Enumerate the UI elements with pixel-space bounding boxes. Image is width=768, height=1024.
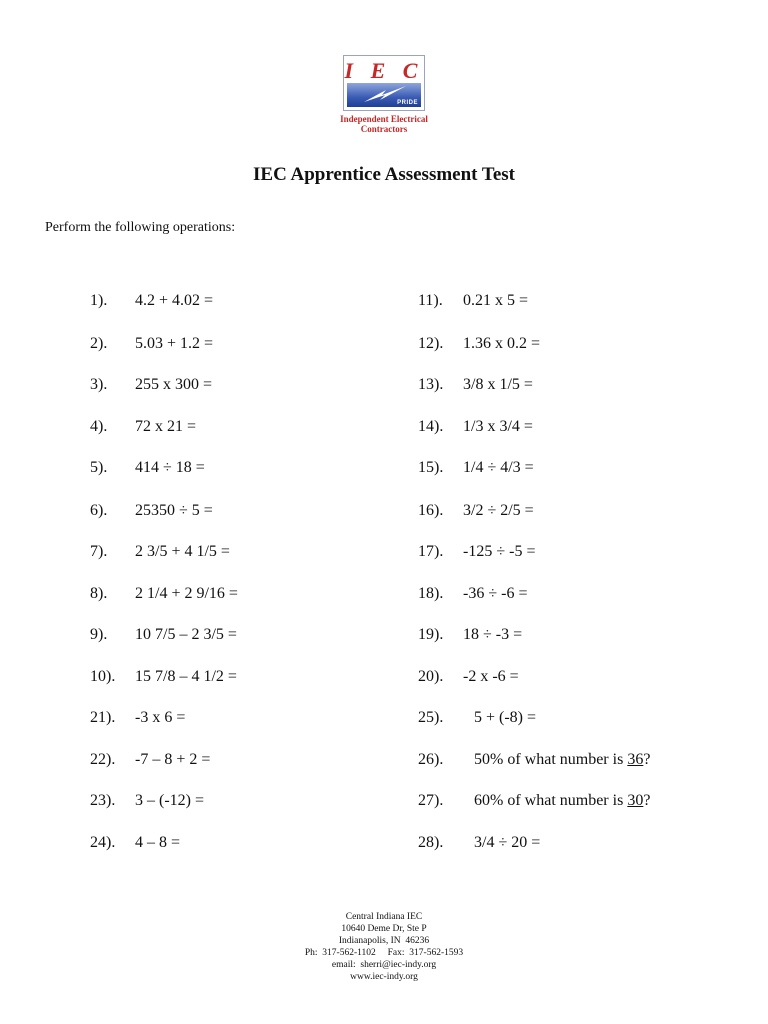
question-text: 5 + (-8) =: [474, 709, 537, 726]
question-text: 10 7/5 – 2 3/5 =: [135, 626, 237, 643]
question-text: 3 – (-12) =: [135, 792, 205, 809]
question-text: 3/2 ÷ 2/5 =: [463, 502, 534, 519]
question-text: -125 ÷ -5 =: [463, 543, 536, 560]
question-text: 255 x 300 =: [135, 376, 213, 393]
page-title: IEC Apprentice Assessment Test: [253, 164, 515, 185]
underlined-number: 30: [627, 792, 644, 809]
question-number: 28).: [418, 834, 444, 851]
question-number: 17).: [418, 543, 444, 560]
instructions: Perform the following operations:: [45, 220, 236, 235]
question-text: 4 – 8 =: [135, 834, 181, 851]
question-number: 7).: [90, 543, 108, 560]
question-number: 6).: [90, 502, 108, 519]
question-number: 2).: [90, 335, 108, 352]
question-number: 19).: [418, 626, 444, 643]
footer-email: email: sherri@iec-indy.org: [331, 960, 437, 970]
question-text: 414 ÷ 18 =: [135, 459, 205, 476]
footer-address1: 10640 Deme Dr, Ste P: [341, 924, 427, 934]
question-text-suffix: ?: [643, 751, 651, 768]
question-text: [474, 750, 650, 770]
question-number: 12).: [418, 335, 444, 352]
question-text-prefix: 50% of what number is: [474, 751, 628, 768]
question-text: 72 x 21 =: [135, 418, 197, 435]
question-number: 9).: [90, 626, 108, 643]
question-number: 23).: [90, 792, 116, 809]
question-text: 15 7/8 – 4 1/2 =: [135, 668, 237, 685]
logo-caption-line1: Independent Electrical: [340, 114, 428, 124]
question-text: 3/4 ÷ 20 =: [474, 834, 541, 851]
question-number: 20).: [418, 668, 444, 685]
question-number: 3).: [90, 376, 108, 393]
question-number: 25).: [418, 709, 444, 726]
question-text: 2 1/4 + 2 9/16 =: [135, 585, 238, 602]
question-number: 27).: [418, 792, 444, 809]
question-text: 4.2 + 4.02 =: [135, 292, 214, 309]
question-number: 21).: [90, 709, 116, 726]
underlined-number: 36: [627, 751, 644, 768]
question-text: 0.21 x 5 =: [463, 292, 529, 309]
question-number: 16).: [418, 502, 444, 519]
question-text: 1/4 ÷ 4/3 =: [463, 459, 534, 476]
question-text-suffix: ?: [643, 792, 651, 809]
question-text: 18 ÷ -3 =: [463, 626, 523, 643]
question-text: -7 – 8 + 2 =: [135, 751, 211, 768]
question-number: 13).: [418, 376, 444, 393]
question-number: 15).: [418, 459, 444, 476]
question-number: 5).: [90, 459, 108, 476]
question-number: 24).: [90, 834, 116, 851]
question-text: 1.36 x 0.2 =: [463, 335, 541, 352]
footer-contact: [0, 911, 768, 983]
logo-letters: I E C: [344, 58, 424, 83]
logo-caption: [318, 114, 450, 134]
question-text: -2 x -6 =: [463, 668, 519, 685]
question-text: -36 ÷ -6 =: [463, 585, 528, 602]
footer-website: www.iec-indy.org: [350, 972, 418, 982]
iec-logo: [343, 55, 425, 111]
logo-tagline: PRIDE: [397, 100, 418, 106]
footer-address2: Indianapolis, IN 46236: [338, 936, 430, 946]
question-text: 1/3 x 3/4 =: [463, 418, 533, 435]
question-number: 14).: [418, 418, 444, 435]
question-number: 4).: [90, 418, 108, 435]
question-number: 1).: [90, 292, 108, 309]
question-number: 11).: [418, 292, 443, 309]
question-text: 2 3/5 + 4 1/5 =: [135, 543, 230, 560]
question-number: 10).: [90, 668, 116, 685]
question-number: 26).: [418, 751, 444, 768]
footer-phone-fax: Ph: 317-562-1102 Fax: 317-562-1593: [304, 948, 464, 958]
question-text-prefix: 60% of what number is: [474, 792, 628, 809]
question-number: 18).: [418, 585, 444, 602]
question-number: 22).: [90, 751, 116, 768]
question-text: 5.03 + 1.2 =: [135, 335, 214, 352]
question-text: -3 x 6 =: [135, 709, 186, 726]
question-text: 3/8 x 1/5 =: [463, 376, 533, 393]
question-text: 25350 ÷ 5 =: [135, 502, 213, 519]
question-number: 8).: [90, 585, 108, 602]
footer-org: Central Indiana IEC: [345, 912, 423, 922]
question-text: [474, 791, 650, 811]
logo-caption-line2: Contractors: [360, 124, 408, 134]
